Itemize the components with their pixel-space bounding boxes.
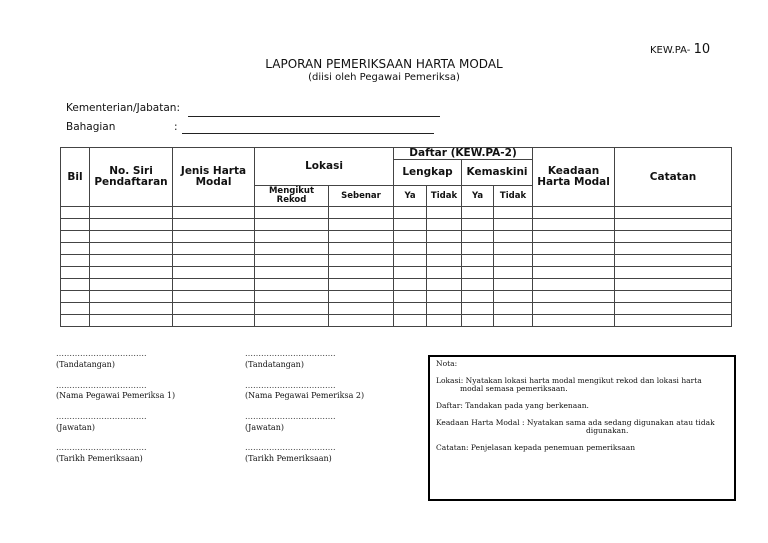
table-cell[interactable] (427, 243, 462, 255)
table-cell[interactable] (173, 243, 255, 255)
table-cell[interactable] (615, 219, 732, 231)
table-cell[interactable] (494, 219, 533, 231)
table-cell[interactable] (494, 315, 533, 327)
sig1-tandatangan: (Tandatangan) (56, 360, 115, 369)
table-cell[interactable] (329, 255, 394, 267)
table-cell[interactable] (173, 207, 255, 219)
table-cell[interactable] (90, 219, 173, 231)
table-cell[interactable] (90, 303, 173, 315)
table-cell[interactable] (615, 291, 732, 303)
table-cell[interactable] (255, 315, 329, 327)
table-cell[interactable] (462, 267, 494, 279)
table-cell[interactable] (329, 315, 394, 327)
sig1-dots-nama: ……………………………. (56, 381, 147, 390)
table-row (61, 315, 732, 327)
nota-box (428, 355, 736, 501)
sig2-nama: (Nama Pegawai Pemeriksa 2) (245, 391, 365, 400)
table-row (61, 219, 732, 231)
table-cell[interactable] (173, 303, 255, 315)
table-cell[interactable] (90, 207, 173, 219)
table-cell[interactable] (90, 315, 173, 327)
table-cell[interactable] (173, 267, 255, 279)
sig1-dots-jawatan: ……………………………. (56, 412, 147, 421)
nota-daftar: Daftar: Tandakan pada yang berkenaan. (436, 400, 589, 410)
table-row (61, 291, 732, 303)
col-kemaskini-tidak: Tidak (494, 186, 533, 207)
sig2-dots: ……………………………. (245, 349, 336, 358)
table-cell[interactable] (462, 243, 494, 255)
table-cell[interactable] (90, 255, 173, 267)
table-cell[interactable] (427, 315, 462, 327)
table-cell[interactable] (255, 207, 329, 219)
table-cell[interactable] (61, 267, 90, 279)
table-row (61, 207, 732, 219)
table-cell[interactable] (329, 291, 394, 303)
table-cell[interactable] (90, 243, 173, 255)
table-cell[interactable] (90, 231, 173, 243)
table-cell[interactable] (615, 315, 732, 327)
table-cell[interactable] (394, 315, 427, 327)
table-cell[interactable] (394, 231, 427, 243)
col-kemaskini: Kemaskini (462, 160, 533, 186)
sig2-jawatan: (Jawatan) (245, 423, 284, 432)
sig1-nama: (Nama Pegawai Pemeriksa 1) (56, 391, 176, 400)
table-cell[interactable] (615, 207, 732, 219)
table-cell[interactable] (494, 291, 533, 303)
table-cell[interactable] (427, 303, 462, 315)
table-cell[interactable] (494, 231, 533, 243)
table-row (61, 303, 732, 315)
col-kemaskini-ya: Ya (462, 186, 494, 207)
table-cell[interactable] (427, 279, 462, 291)
bahagian-colon: : (174, 121, 178, 133)
table-row (61, 279, 732, 291)
table-cell[interactable] (329, 279, 394, 291)
col-lengkap: Lengkap (394, 160, 462, 186)
table-cell[interactable] (255, 243, 329, 255)
table-cell[interactable] (533, 303, 615, 315)
col-mengikut-rekod: Mengikut Rekod (255, 186, 329, 207)
table-cell[interactable] (255, 219, 329, 231)
col-catatan: Catatan (615, 148, 732, 207)
table-cell[interactable] (61, 219, 90, 231)
table-cell[interactable] (173, 231, 255, 243)
nota-keadaan-line2: digunakan. (586, 426, 629, 436)
table-cell[interactable] (329, 219, 394, 231)
col-sebenar: Sebenar (329, 186, 394, 207)
page-title: LAPORAN PEMERIKSAAN HARTA MODAL (265, 57, 503, 71)
table-row (61, 243, 732, 255)
table-cell[interactable] (427, 231, 462, 243)
table-cell[interactable] (255, 303, 329, 315)
table-cell[interactable] (61, 303, 90, 315)
col-lokasi: Lokasi (255, 148, 394, 186)
table-cell[interactable] (329, 207, 394, 219)
table-row (61, 255, 732, 267)
table-cell[interactable] (533, 231, 615, 243)
nota-lokasi-line2: modal semasa pemeriksaan. (460, 384, 568, 394)
table-cell[interactable] (173, 279, 255, 291)
table-cell[interactable] (173, 219, 255, 231)
table-cell[interactable] (61, 279, 90, 291)
table-cell[interactable] (394, 279, 427, 291)
table-cell[interactable] (615, 267, 732, 279)
sig1-dots: ……………………………. (56, 349, 147, 358)
table-cell[interactable] (533, 267, 615, 279)
table-cell[interactable] (533, 315, 615, 327)
table-cell[interactable] (61, 243, 90, 255)
table-cell[interactable] (533, 291, 615, 303)
table-cell[interactable] (394, 303, 427, 315)
table-cell[interactable] (394, 207, 427, 219)
form-code-number: 10 (693, 42, 711, 57)
sig2-dots-jawatan: ……………………………. (245, 412, 336, 421)
table-cell[interactable] (173, 255, 255, 267)
table-cell[interactable] (462, 219, 494, 231)
table-cell[interactable] (61, 207, 90, 219)
table-cell[interactable] (462, 279, 494, 291)
sig1-jawatan: (Jawatan) (56, 423, 95, 432)
kementerian-label: Kementerian/Jabatan: (66, 102, 180, 114)
table-cell[interactable] (427, 291, 462, 303)
table-cell[interactable] (494, 279, 533, 291)
nota-keadaan-line1: Keadaan Harta Modal : Nyatakan sama ada sedang digunakan atau tidak (436, 417, 715, 427)
sig2-dots-tarikh: ……………………………. (245, 443, 336, 452)
table-cell[interactable] (394, 255, 427, 267)
form-code (650, 42, 710, 57)
sig2-dots-nama: ……………………………. (245, 381, 336, 390)
bahagian-line[interactable] (182, 133, 434, 134)
table-cell[interactable] (533, 219, 615, 231)
table-cell[interactable] (329, 243, 394, 255)
table-cell[interactable] (255, 231, 329, 243)
kementerian-line[interactable] (188, 116, 440, 117)
col-keadaan: Keadaan Harta Modal (533, 148, 615, 207)
nota-heading: Nota: (436, 359, 458, 368)
table-cell[interactable] (255, 255, 329, 267)
bahagian-label: Bahagian (66, 121, 116, 133)
table-cell[interactable] (462, 207, 494, 219)
col-daftar: Daftar (KEW.PA-2) (394, 148, 533, 160)
table-cell[interactable] (462, 303, 494, 315)
table-row (61, 231, 732, 243)
table-cell[interactable] (173, 291, 255, 303)
table-cell[interactable] (494, 255, 533, 267)
table-cell[interactable] (494, 303, 533, 315)
table-cell[interactable] (462, 231, 494, 243)
table-cell[interactable] (462, 255, 494, 267)
table-cell[interactable] (427, 207, 462, 219)
sig2-tandatangan: (Tandatangan) (245, 360, 304, 369)
table-cell[interactable] (494, 267, 533, 279)
table-cell[interactable] (533, 255, 615, 267)
table-cell[interactable] (462, 315, 494, 327)
table-cell[interactable] (494, 207, 533, 219)
form-code-prefix: KEW.PA- (650, 45, 694, 56)
inspection-table (60, 147, 732, 327)
sig2-tarikh: (Tarikh Pemeriksaan) (245, 454, 332, 463)
table-cell[interactable] (494, 243, 533, 255)
col-lengkap-ya: Ya (394, 186, 427, 207)
table-cell[interactable] (173, 315, 255, 327)
table-cell[interactable] (329, 231, 394, 243)
nota-catatan: Catatan: Penjelasan kepada penemuan pemeriksaan (436, 442, 636, 452)
table-cell[interactable] (61, 315, 90, 327)
table-cell[interactable] (394, 219, 427, 231)
table-cell[interactable] (90, 279, 173, 291)
col-no-siri: No. Siri Pendaftaran (90, 148, 173, 207)
table-cell[interactable] (533, 207, 615, 219)
col-jenis: Jenis Harta Modal (173, 148, 255, 207)
col-lengkap-tidak: Tidak (427, 186, 462, 207)
table-cell[interactable] (394, 267, 427, 279)
table-cell[interactable] (61, 231, 90, 243)
table-cell[interactable] (61, 291, 90, 303)
table-cell[interactable] (427, 255, 462, 267)
table-cell[interactable] (533, 279, 615, 291)
table-cell[interactable] (615, 303, 732, 315)
table-cell[interactable] (427, 267, 462, 279)
table-cell[interactable] (90, 291, 173, 303)
table-cell[interactable] (615, 243, 732, 255)
table-cell[interactable] (427, 219, 462, 231)
col-bil: Bil (61, 148, 90, 207)
sig1-dots-tarikh: ……………………………. (56, 443, 147, 452)
nota-lokasi-line1: Lokasi: Nyatakan lokasi harta modal mengikut rekod dan lokasi harta (436, 375, 702, 385)
table-cell[interactable] (90, 267, 173, 279)
table-cell[interactable] (615, 231, 732, 243)
table-cell[interactable] (255, 267, 329, 279)
table-cell[interactable] (329, 303, 394, 315)
table-cell[interactable] (615, 255, 732, 267)
page-subtitle: (diisi oleh Pegawai Pemeriksa) (308, 72, 460, 83)
table-cell[interactable] (255, 291, 329, 303)
table-cell[interactable] (61, 255, 90, 267)
sig1-tarikh: (Tarikh Pemeriksaan) (56, 454, 143, 463)
table-cell[interactable] (462, 291, 494, 303)
table-cell[interactable] (394, 291, 427, 303)
table-cell[interactable] (329, 267, 394, 279)
table-cell[interactable] (533, 243, 615, 255)
table-cell[interactable] (394, 243, 427, 255)
table-cell[interactable] (255, 279, 329, 291)
table-row (61, 267, 732, 279)
table-cell[interactable] (615, 279, 732, 291)
